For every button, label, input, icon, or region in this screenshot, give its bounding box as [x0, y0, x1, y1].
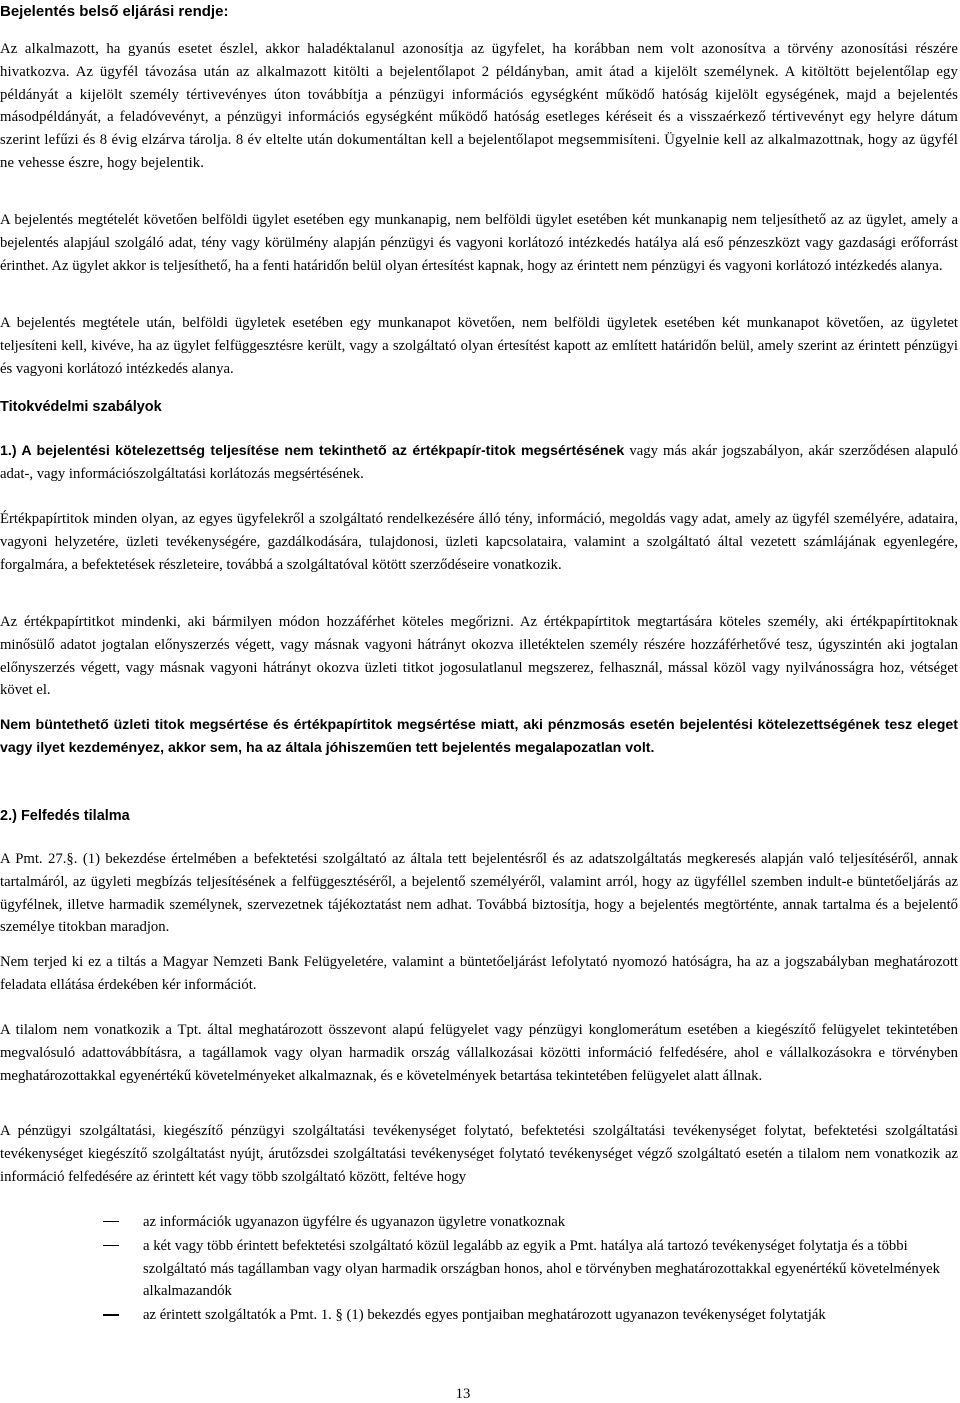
paragraph-no-liability: Nem büntethető üzleti titok megsértése és értékpapírtitok megsértése miatt, aki pénzmosás esetén bejelentési kötelezettségének tesz eleget vagy ilyet kezdeményez, akkor sem, ha az általa jóhiszeműen tett bejelentés megalapozatlan volt.: [0, 717, 958, 756]
paragraph-exemption-rest: vagy más akár jogszabályon, akár szerződésen alapuló adat-, vagy információszolgáltatási korlátozás megsértésének.: [0, 443, 959, 482]
emphasis-exemption: 1.) A bejelentési kötelezettség teljesítése nem tekinthető az értékpapír-titok megsértésének: [0, 443, 625, 459]
paragraph-reporting-procedure: Az alkalmazott, ha gyanús esetet észlel, akkor haladéktalanul azonosítja az ügyfelet, ha korábban nem volt azonosítva a törvény azonosítási részére hivatkozva. Az ügyfél távozása után az alkalmazott kitölti a bejelentőlapot 2 példányban, amit átad a kijelölt személynek. A kitöltött bejelentőlap egy példányát a kijelölt személy tértivevényes úton továbbítja a pénzügyi információs egységként működő hatóság kijelölt egységének, majd a bejelentés másodpéldányát, a feladóvevényt, a pénzügyi információs egységként működő hatóság esetleges kéréseit és a visszaérkező tértivevényt egy helyre dátum szerint lefűzi és 8 évig elzárva tárolja. 8 év eltelte után dokumentáltan kell a bejelentőlapot megsemmisíteni. Ügyelnie kell az alkalmazottnak, hogy az ügyfél ne vehesse észre, hogy bejelentik.: [0, 41, 958, 171]
dash-bullet-icon: [103, 1221, 119, 1222]
paragraph-mnb-exception: Nem terjed ki ez a tiltás a Magyar Nemzeti Bank Felügyeletére, valamint a büntetőeljárást lefolytató nyomozó hatóságra, ha az a jogszabályban meghatározott feladata ellátása érdekében kér információt.: [0, 954, 958, 993]
page-number: 13: [455, 1386, 471, 1402]
list-item: a két vagy több érintett befektetési szolgáltató közül legalább az egyik a Pmt. hatálya alá tartozó tevékenységet folytatja és a többi szolgáltató más tagállamban vagy olyan harmadik országban honos, ahol e törvényben meghatározottakkal egyenértékű követelmények alkalmazandók: [0, 1235, 958, 1303]
paragraph-transaction-execution: A bejelentés megtétele után, belföldi ügyletek esetében egy munkanapot követően, nem belföldi ügyletek esetében két munkanapot követően, az ügyletet teljesíteni kell, kivéve, ha az ügylet felfüggesztésre került, vagy a szolgáltató olyan értesítést kapott az említett határidőn belül, amely szerint az érintett pénzügyi és vagyoni korlátozó intézkedés alanya.: [0, 315, 958, 377]
paragraph-secret-keeping: Az értékpapírtitkot mindenki, aki bármilyen módon hozzáférhet köteles megőrizni. Az értékpapírtitok megtartására köteles személy, aki értékpapírtitoknak minősülő adatot jogtalan előnyszerzés végett, vagy másnak vagyoni hátrányt okozva illetéktelen személy részére hozzáférhetővé tesz, úgyszintén aki jogtalan előnyszerzés végett, vagy másnak vagyoni hátrányt okozva üzleti titkot jogosulatlanul megszerez, felhasznál, mással közöl vagy nyilvánosságra hoz, vétséget követ el.: [0, 614, 958, 699]
paragraph-service-provider-exception: A pénzügyi szolgáltatási, kiegészítő pénzügyi szolgáltatási tevékenységet folytató, befektetési szolgáltatási tevékenységet folytat, befektetési szolgáltatási tevékenységet kiegészítő szolgáltatást nyújt, árutőzsdei szolgáltatási tevékenységet folytató tevékenységet végző szolgáltató esetén a tilalom nem vonatkozik az információ felfedésére az érintett két vagy több szolgáltató között, feltéve hogy: [0, 1123, 958, 1185]
paragraph-pmt-27: A Pmt. 27.§. (1) bekezdése értelmében a befektetési szolgáltató az általa tett bejelentésről és az adatszolgáltatás megkeresés alapján való teljesítéséről, annak tartalmáról, az ügyleti megbízás teljesítésének a felfüggesztéséről, a bejelentő személyéről, valamint arról, hogy az ügyféllel szemben indult-e büntetőeljárás az ügyfélnek, illetve harmadik személynek, szervezetnek tájékoztatást nem adhat. Továbbá biztosítja, hogy a bejelentés megtörténte, annak tartalma és a bejelentő személye titokban maradjon.: [0, 851, 958, 936]
paragraph-securities-secret-exemption: [0, 440, 958, 486]
list-item: az érintett szolgáltatók a Pmt. 1. § (1) bekezdés egyes pontjaiban meghatározott ugyanazon tevékenységet folytatják: [0, 1304, 958, 1327]
paragraph-transaction-suspension: A bejelentés megtételét követően belföldi ügylet esetében egy munkanapig, nem belföldi ügylet esetében két munkanapig nem teljesíthető az az ügylet, amely a bejelentés alapjául szolgáló adat, tény vagy körülmény alapján pénzügyi és vagyoni korlátozó intézkedés hatálya alá eső pénzeszközt vagy gazdasági erőforrást érinthet. Az ügylet akkor is teljesíthető, ha a fenti határidőn belül olyan értesítést kapnak, hogy az érintett nem pénzügyi és vagyoni korlátozó intézkedés alanya.: [0, 212, 958, 274]
list-item: az információk ugyanazon ügyfélre és ugyanazon ügyletre vonatkoznak: [0, 1211, 958, 1234]
section-heading-disclosure-ban: 2.) Felfedés tilalma: [0, 808, 130, 824]
page-heading: Bejelentés belső eljárási rendje:: [0, 3, 229, 20]
paragraph-securities-secret-definition: Értékpapírtitok minden olyan, az egyes ügyfelekről a szolgáltató rendelkezésére álló tény, információ, megoldás vagy adat, amely az ügyfél személyére, adataira, vagyoni helyzetére, üzleti tevékenységére, gazdálkodására, tulajdonosi, üzleti kapcsolataira, valamint a szolgáltató által vezetett számlájának egyenlegére, forgalmára, a befektetések részleteire, továbbá a szolgáltatóval kötött szerződéseire vonatkozik.: [0, 511, 958, 573]
dash-bullet-icon: [103, 1314, 119, 1315]
section-heading-confidentiality: Titokvédelmi szabályok: [0, 399, 162, 415]
condition-list: [0, 1211, 958, 1328]
dash-bullet-icon: [103, 1245, 119, 1246]
paragraph-group-exception: A tilalom nem vonatkozik a Tpt. által meghatározott összevont alapú felügyelet vagy pénzügyi konglomerátum esetében a kiegészítő felügyelet tekintetében megvalósuló adattovábbításra, a tagállamok vagy olyan harmadik ország vállalkozásai közötti információ felfedésére, ahol e vállalkozásokra e törvényben meghatározottakkal egyenértékű követelményeket alkalmaznak, és e követelmények betartása tekintetében felügyelet alatt állnak.: [0, 1022, 958, 1084]
